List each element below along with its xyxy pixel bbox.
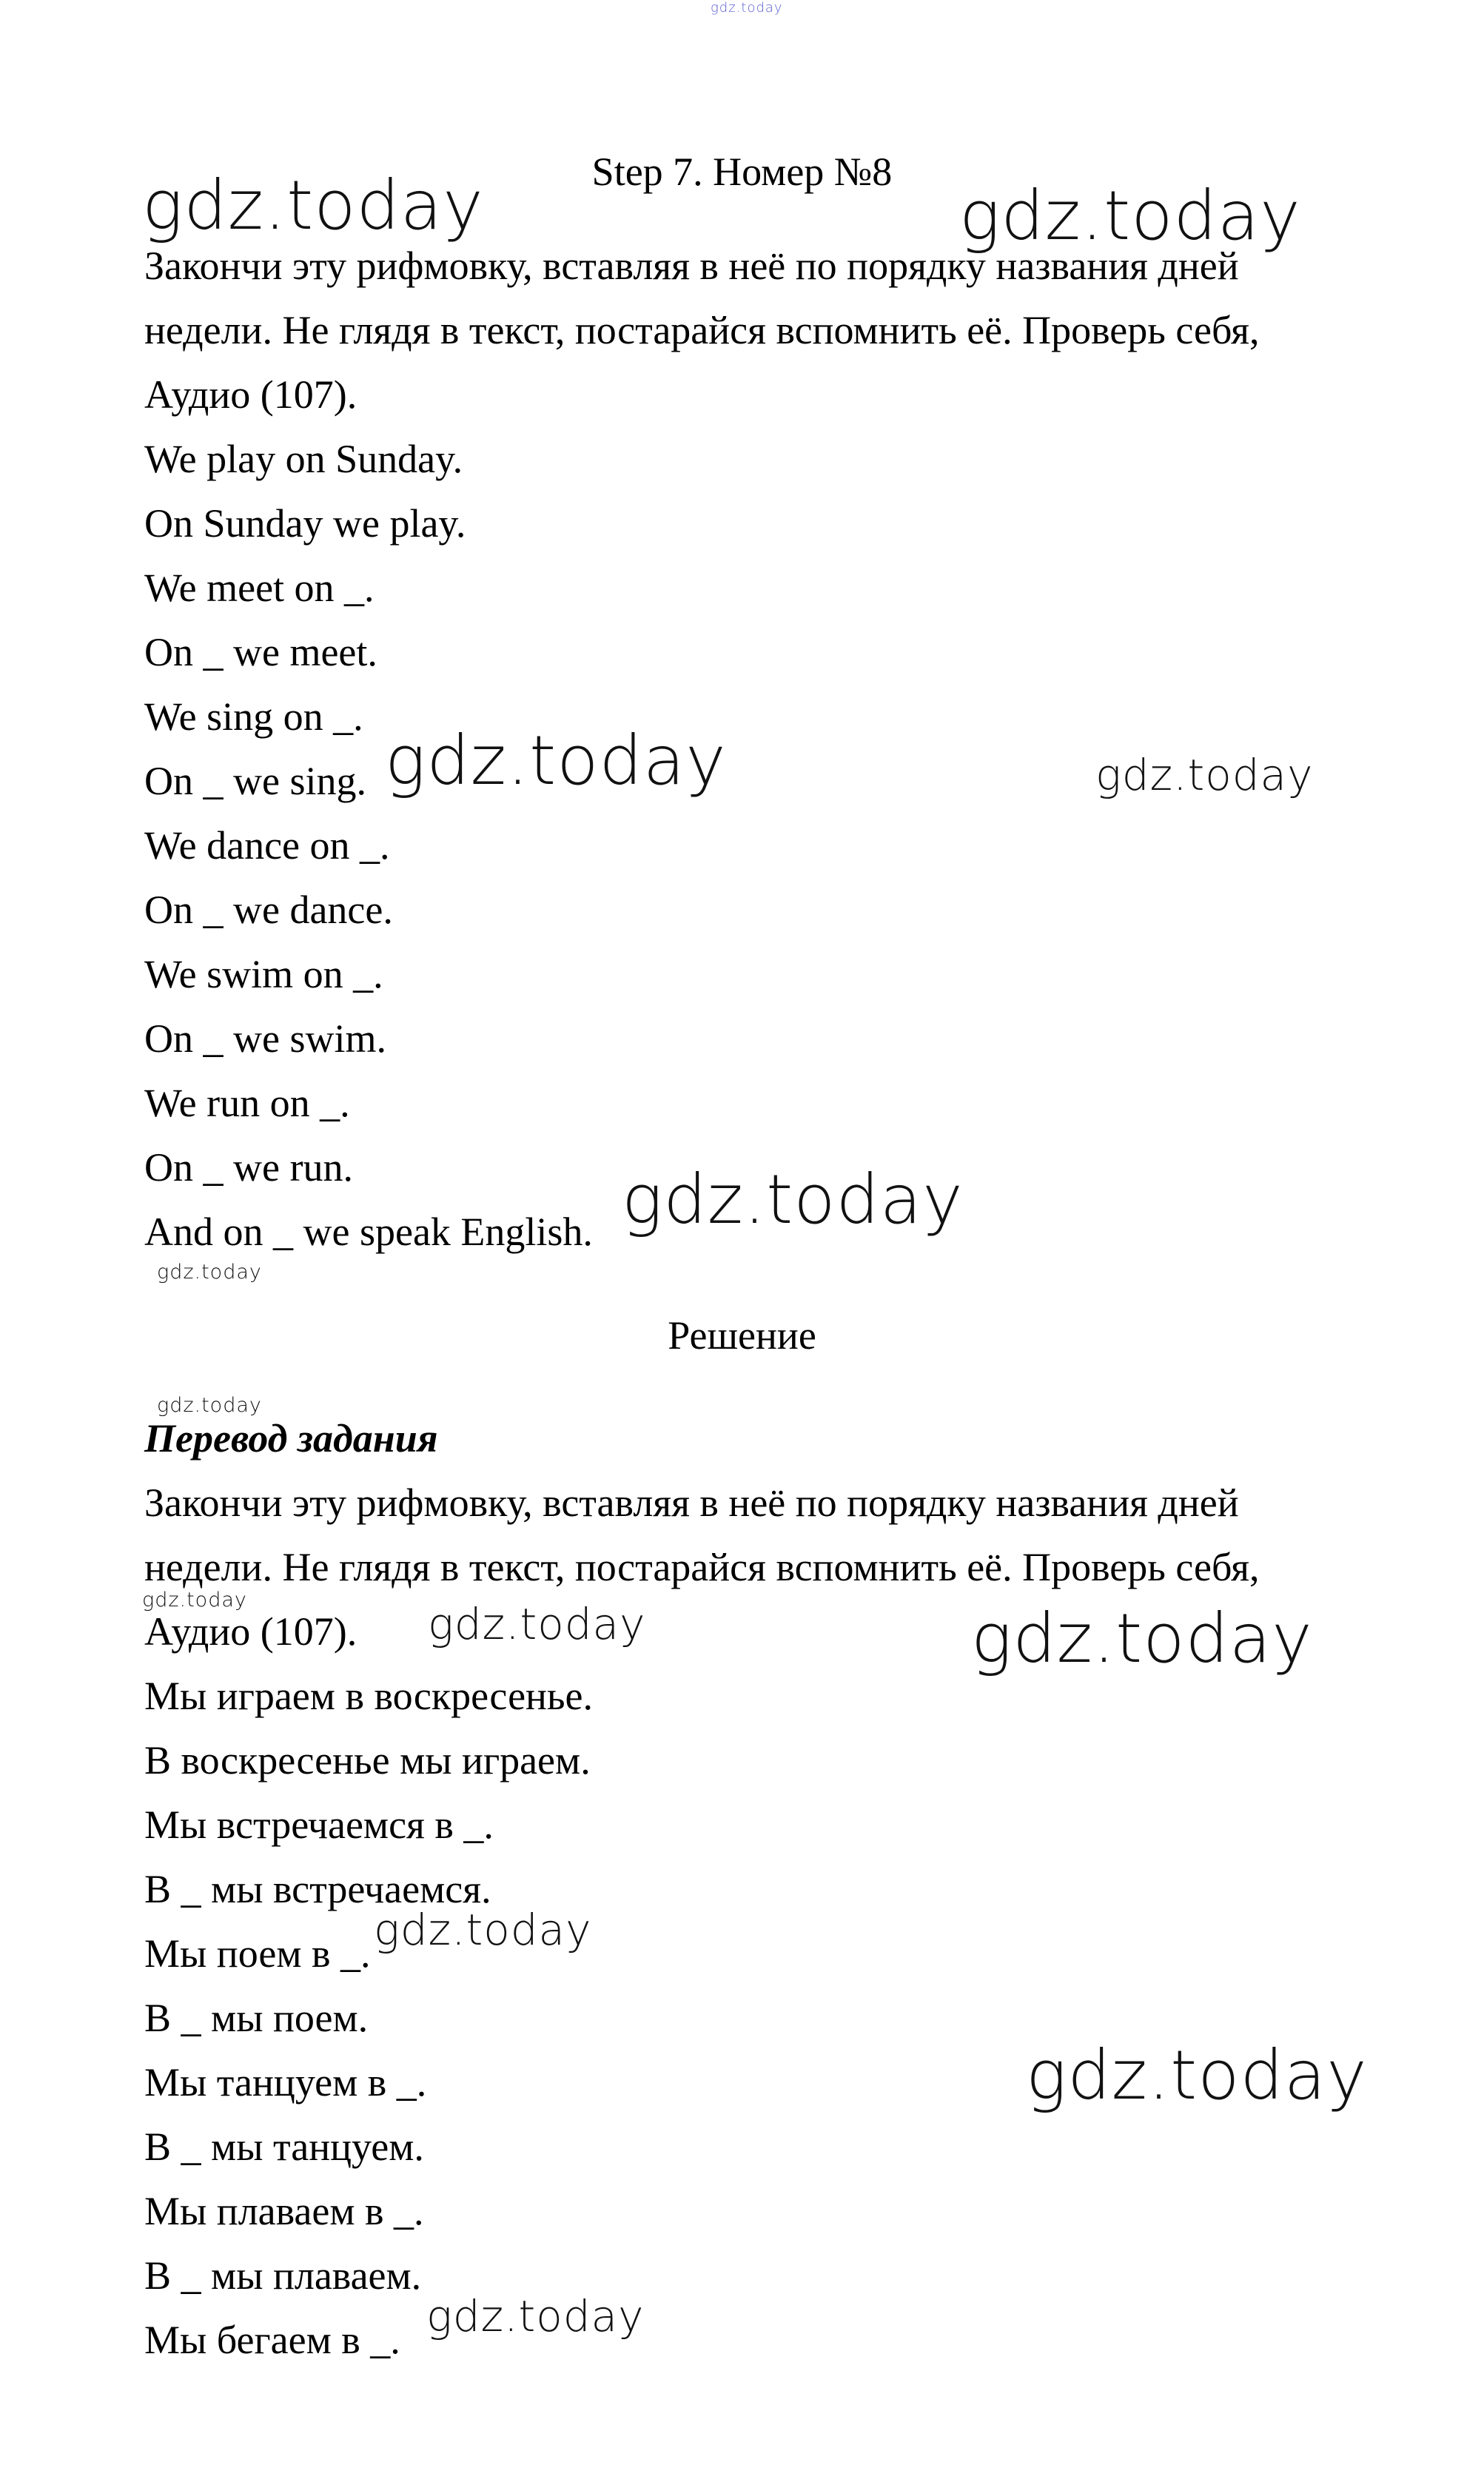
watermark: gdz.today <box>142 166 484 245</box>
watermark-top: gdz.today <box>711 0 783 16</box>
watermark: gdz.today <box>1095 750 1314 800</box>
translation-rhyme-line: В _ мы встречаемся. <box>144 1867 491 1911</box>
rhyme-line: On _ we swim. <box>144 1016 386 1061</box>
watermark: gdz.today <box>959 176 1301 255</box>
translation-rhyme-line: В _ мы танцуем. <box>144 2125 424 2169</box>
translation-rhyme-line: Мы бегаем в _. <box>144 2318 400 2362</box>
rhyme-line: We run on _. <box>144 1081 350 1125</box>
watermark: gdz.today <box>157 1261 262 1284</box>
rhyme-line: And on _ we speak English. <box>144 1210 593 1254</box>
rhyme-line: We sing on _. <box>144 694 363 739</box>
translation-rhyme-line: Мы встречаемся в _. <box>144 1802 494 1847</box>
watermark: gdz.today <box>971 1599 1313 1678</box>
task-line-3: Аудио (107). <box>144 372 357 417</box>
translation-task-line-1: Закончи эту рифмовку, вставляя в неё по порядку названия дней <box>144 1480 1239 1525</box>
watermark: gdz.today <box>385 721 727 800</box>
watermark: gdz.today <box>428 1599 646 1649</box>
watermark: gdz.today <box>157 1394 262 1417</box>
watermark: gdz.today <box>622 1160 964 1239</box>
rhyme-line: On _ we meet. <box>144 630 377 674</box>
page-title: Step 7. Номер №8 <box>591 150 893 194</box>
rhyme-line: On _ we sing. <box>144 759 366 803</box>
translation-rhyme-line: В _ мы поем. <box>144 1996 369 2040</box>
watermark: gdz.today <box>1026 2036 1368 2115</box>
translation-task-line-2: недели. Не глядя в текст, постарайся вспомнить её. Проверь себя, <box>144 1545 1260 1589</box>
task-line-1: Закончи эту рифмовку, вставляя в неё по порядку названия дней <box>144 244 1239 288</box>
rhyme-line: On _ we run. <box>144 1145 353 1190</box>
rhyme-line: On Sunday we play. <box>144 501 466 546</box>
rhyme-line: We swim on _. <box>144 952 383 996</box>
translation-rhyme-line: Мы поем в _. <box>144 1931 371 1976</box>
translation-rhyme-line: В воскресенье мы играем. <box>144 1738 591 1783</box>
translation-task-line-3: Аудио (107). <box>144 1609 357 1654</box>
rhyme-line: On _ we dance. <box>144 888 393 932</box>
rhyme-line: We play on Sunday. <box>144 437 463 481</box>
translation-rhyme-line: Мы плаваем в _. <box>144 2189 424 2233</box>
watermark: gdz.today <box>374 1905 592 1955</box>
watermark: gdz.today <box>426 2291 645 2341</box>
watermark: gdz.today <box>142 1589 247 1612</box>
translation-heading: Перевод задания <box>144 1416 438 1461</box>
task-line-2: недели. Не глядя в текст, постарайся вспомнить её. Проверь себя, <box>144 308 1260 352</box>
solution-heading: Решение <box>668 1313 816 1358</box>
rhyme-line: We meet on _. <box>144 566 375 610</box>
translation-rhyme-line: Мы танцуем в _. <box>144 2060 427 2105</box>
translation-rhyme-line: В _ мы плаваем. <box>144 2253 422 2298</box>
translation-rhyme-line: Мы играем в воскресенье. <box>144 1674 594 1718</box>
rhyme-line: We dance on _. <box>144 823 390 868</box>
